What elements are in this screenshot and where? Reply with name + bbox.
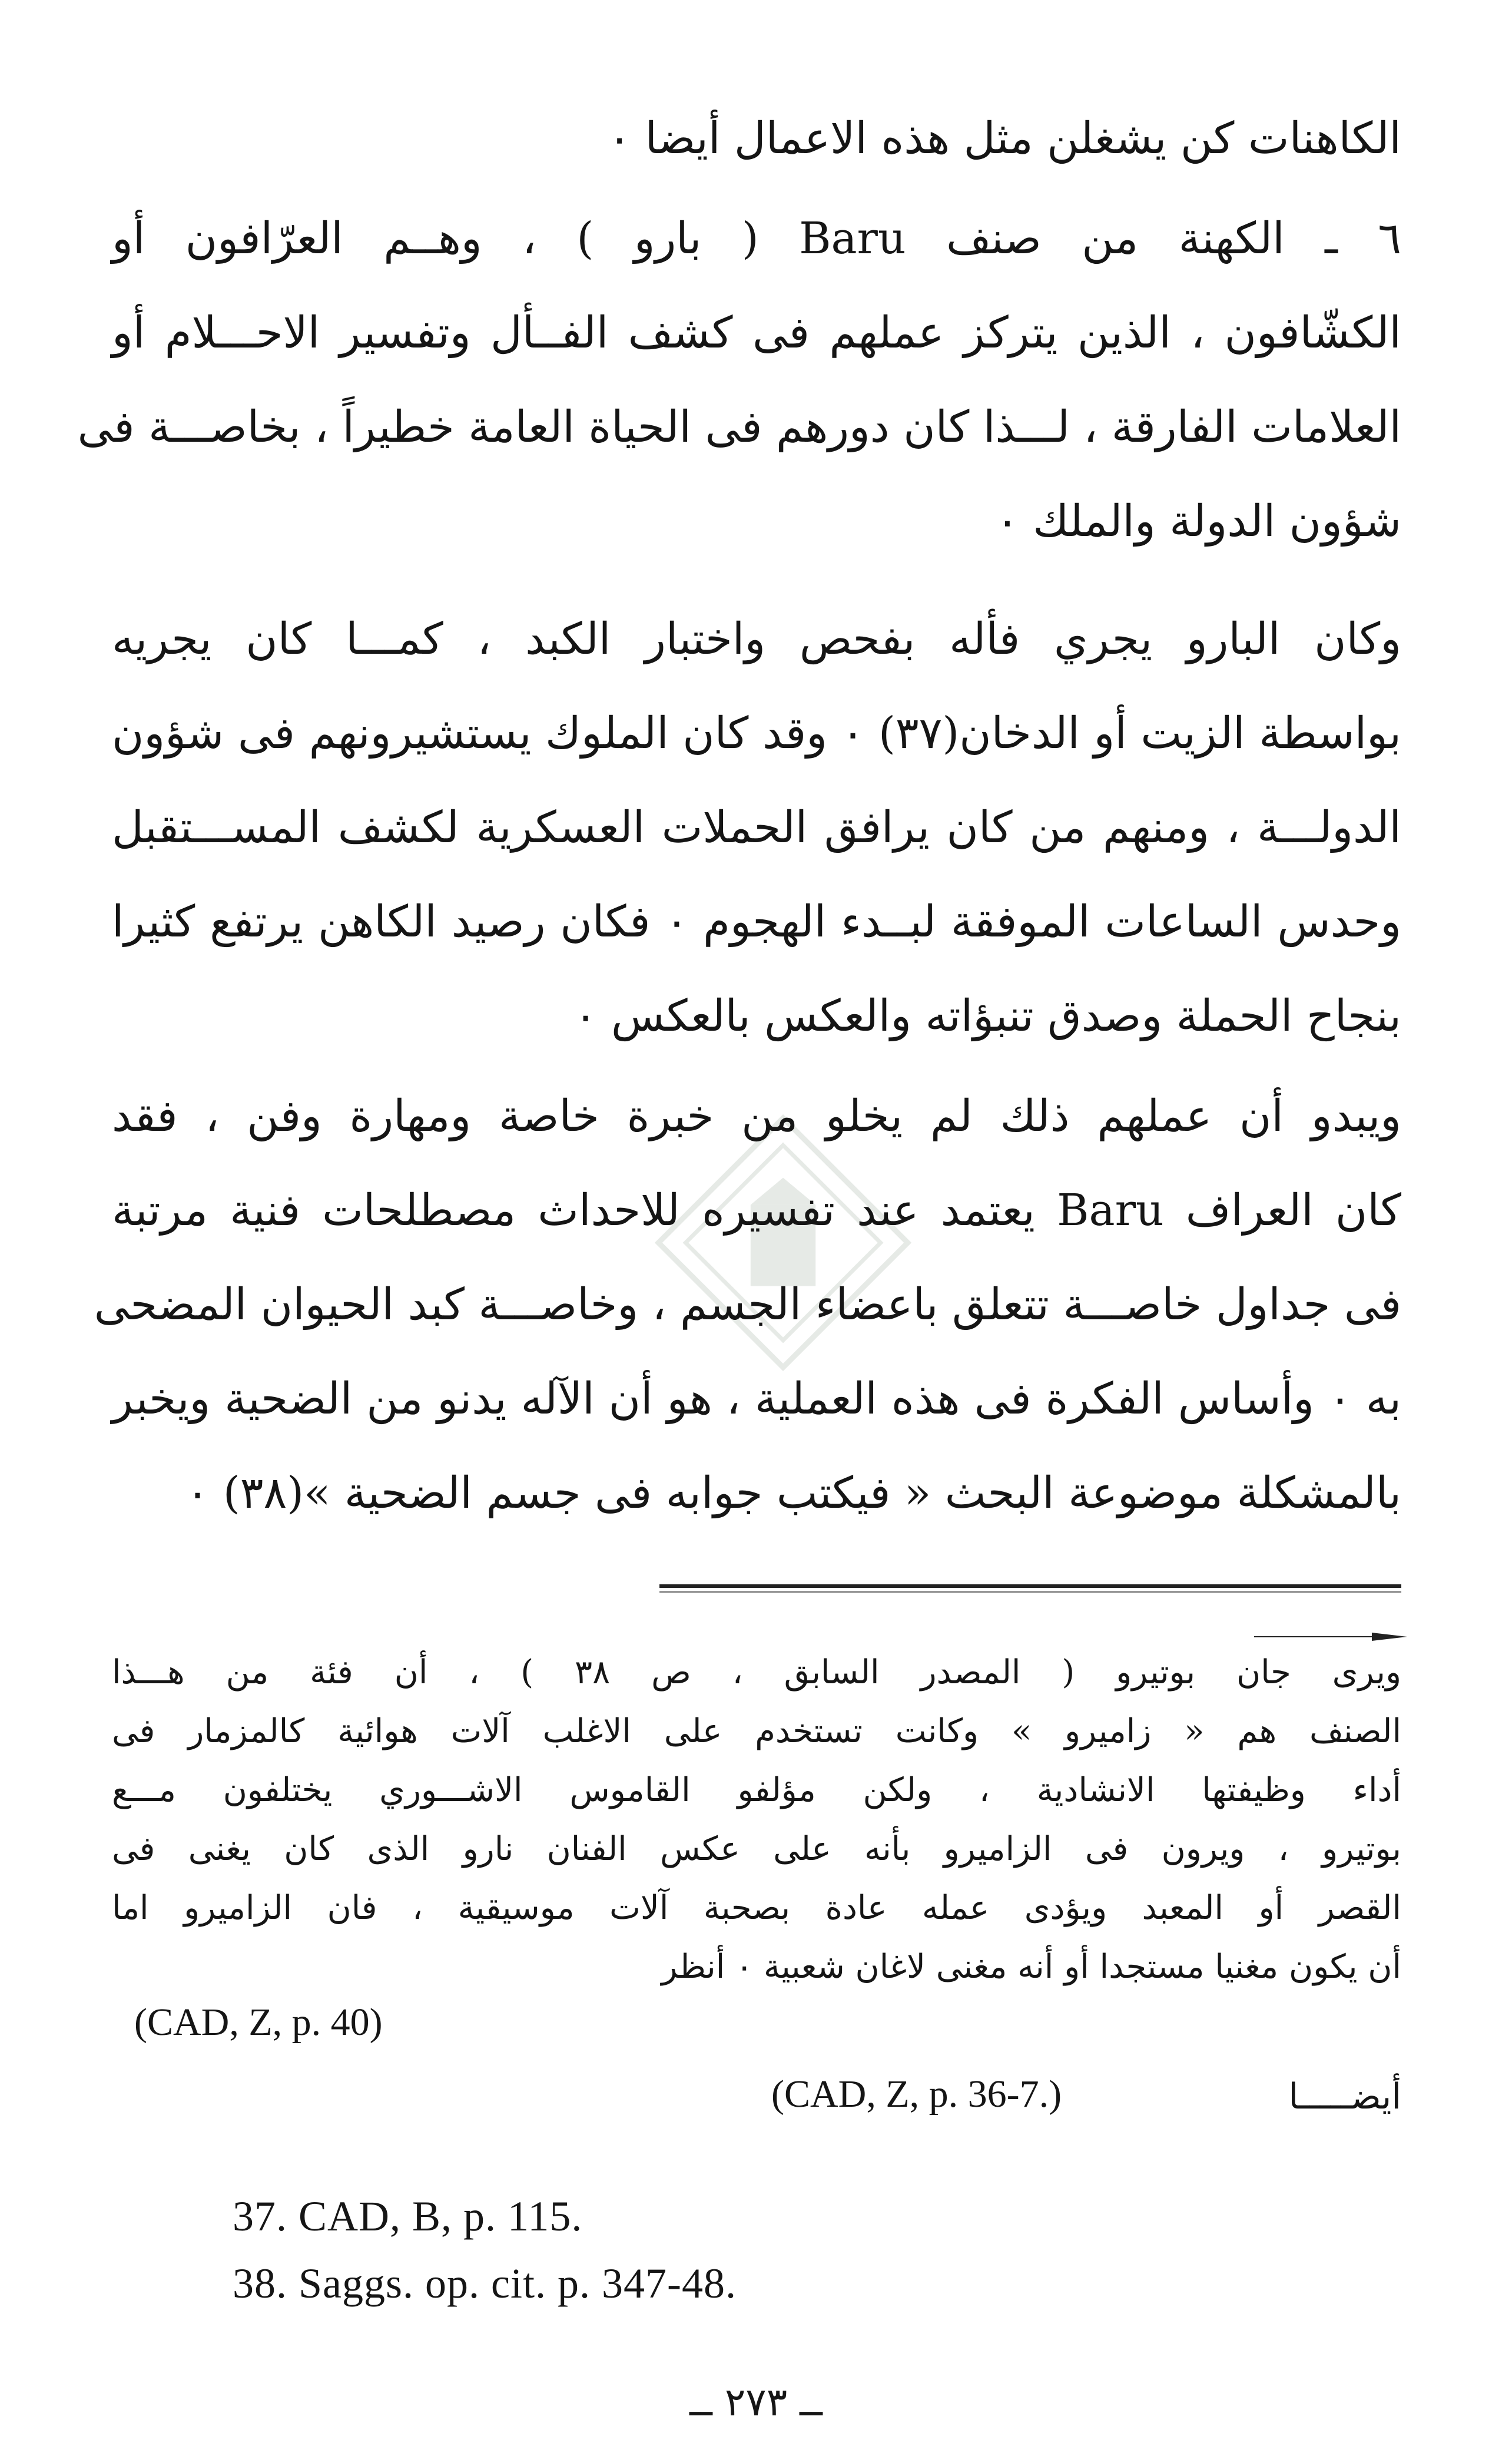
footnote-line: أداء وظيفتها الانشادية ، ولكن مؤلفو القاموس الاشـــوري يختلفون مـــع [112, 1771, 1401, 1809]
paragraph-skill-line: بالمشكلة موضوعة البحث « فيكتب جوابه فى جسم الضحية »(٣٨) ٠ [185, 1468, 1401, 1518]
paragraph-skill-line: به ٠ وأساس الفكرة فى هذه العملية ، هو أن الآله يدنو من الضحية ويخبر [112, 1373, 1401, 1424]
separator-arrow-icon [1254, 1633, 1407, 1641]
paragraph-skill-line: كان العراف Baru يعتمد عند تفسيره للاحداث مصطلحات فنية مرتبة [112, 1185, 1401, 1236]
paragraph-skill-line: فى جداول خاصـــة تتعلق باعضاء الجسم ، وخاصـــة كبد الحيوان المضحى [94, 1279, 1401, 1330]
footnote-reference: (CAD, Z, p. 36-7.) [771, 2073, 1062, 2116]
footnote-line: ويرى جان بوتيرو ( المصدر السابق ، ص ٣٨ ) ، أن فئة من هـــذا [112, 1653, 1402, 1692]
footnote-separator-thin [659, 1591, 1401, 1593]
continuation-line: الكاهنات كن يشغلن مثل هذه الاعمال أيضا ٠ [608, 113, 1401, 164]
page-number: ــ ٢٧٣ ــ [689, 2379, 823, 2425]
paragraph-baru-line: العلامات الفارقة ، لـــذا كان دورهم فى الحياة العامة خطيراً ، بخاصـــة فى [77, 402, 1401, 452]
paragraph-liver-line: بواسطة الزيت أو الدخان(٣٧) ٠ وقد كان الملوك يستشيرونهم فى شؤون [112, 708, 1402, 759]
paragraph-liver-line: وكان البارو يجري فأله بفحص واختبار الكبد ، كمـــا كان يجريه [112, 614, 1401, 664]
endnote-38: 38. Saggs. op. cit. p. 347-48. [233, 2260, 737, 2307]
footnote-line: بوتيرو ، ويرون فى الزاميرو بأنه على عكس الفنان نارو الذى كان يغنى فى [112, 1830, 1402, 1868]
footnote-separator [659, 1584, 1401, 1588]
paragraph-liver-line: الدولـــة ، ومنهم من كان يرافق الحملات العسكرية لكشف المســـتقبل [112, 802, 1401, 853]
paragraph-liver-line: وحدس الساعات الموفقة لبــدء الهجوم ٠ فكان رصيد الكاهن يرتفع كثيرا [112, 896, 1401, 947]
endnote-37: 37. CAD, B, p. 115. [233, 2193, 583, 2240]
paragraph-baru-line: الكشّافون ، الذين يتركز عملهم فى كشف الفــأل وتفسير الاحـــلام أو [112, 307, 1401, 358]
footnote-also-label: أيضـــــا [1288, 2076, 1401, 2117]
footnote-line: أن يكون مغنيا مستجدا أو أنه مغنى لاغان شعبية ٠ أنظر [661, 1948, 1401, 1986]
paragraph-baru-line: شؤون الدولة والملك ٠ [995, 496, 1401, 547]
paragraph-baru-line: ٦ ـ الكهنة من صنف Baru ( بارو ) ، وهــم العرّافون أو [112, 213, 1401, 264]
paragraph-skill-line: ويبدو أن عملهم ذلك لم يخلو من خبرة خاصة ومهارة وفن ، فقد [112, 1091, 1401, 1141]
footnote-line: القصر أو المعبد ويؤدى عمله عادة بصحبة آلات موسيقية ، فان الزاميرو اما [112, 1889, 1401, 1927]
footnote-line: الصنف هم « زاميرو » وكانت تستخدم على الاغلب آلات هوائية كالمزمار فى [112, 1712, 1401, 1750]
paragraph-liver-line: بنجاح الحملة وصدق تنبؤاته والعكس بالعكس ٠ [573, 991, 1401, 1041]
footnote-reference: (CAD, Z, p. 40) [134, 2001, 383, 2044]
